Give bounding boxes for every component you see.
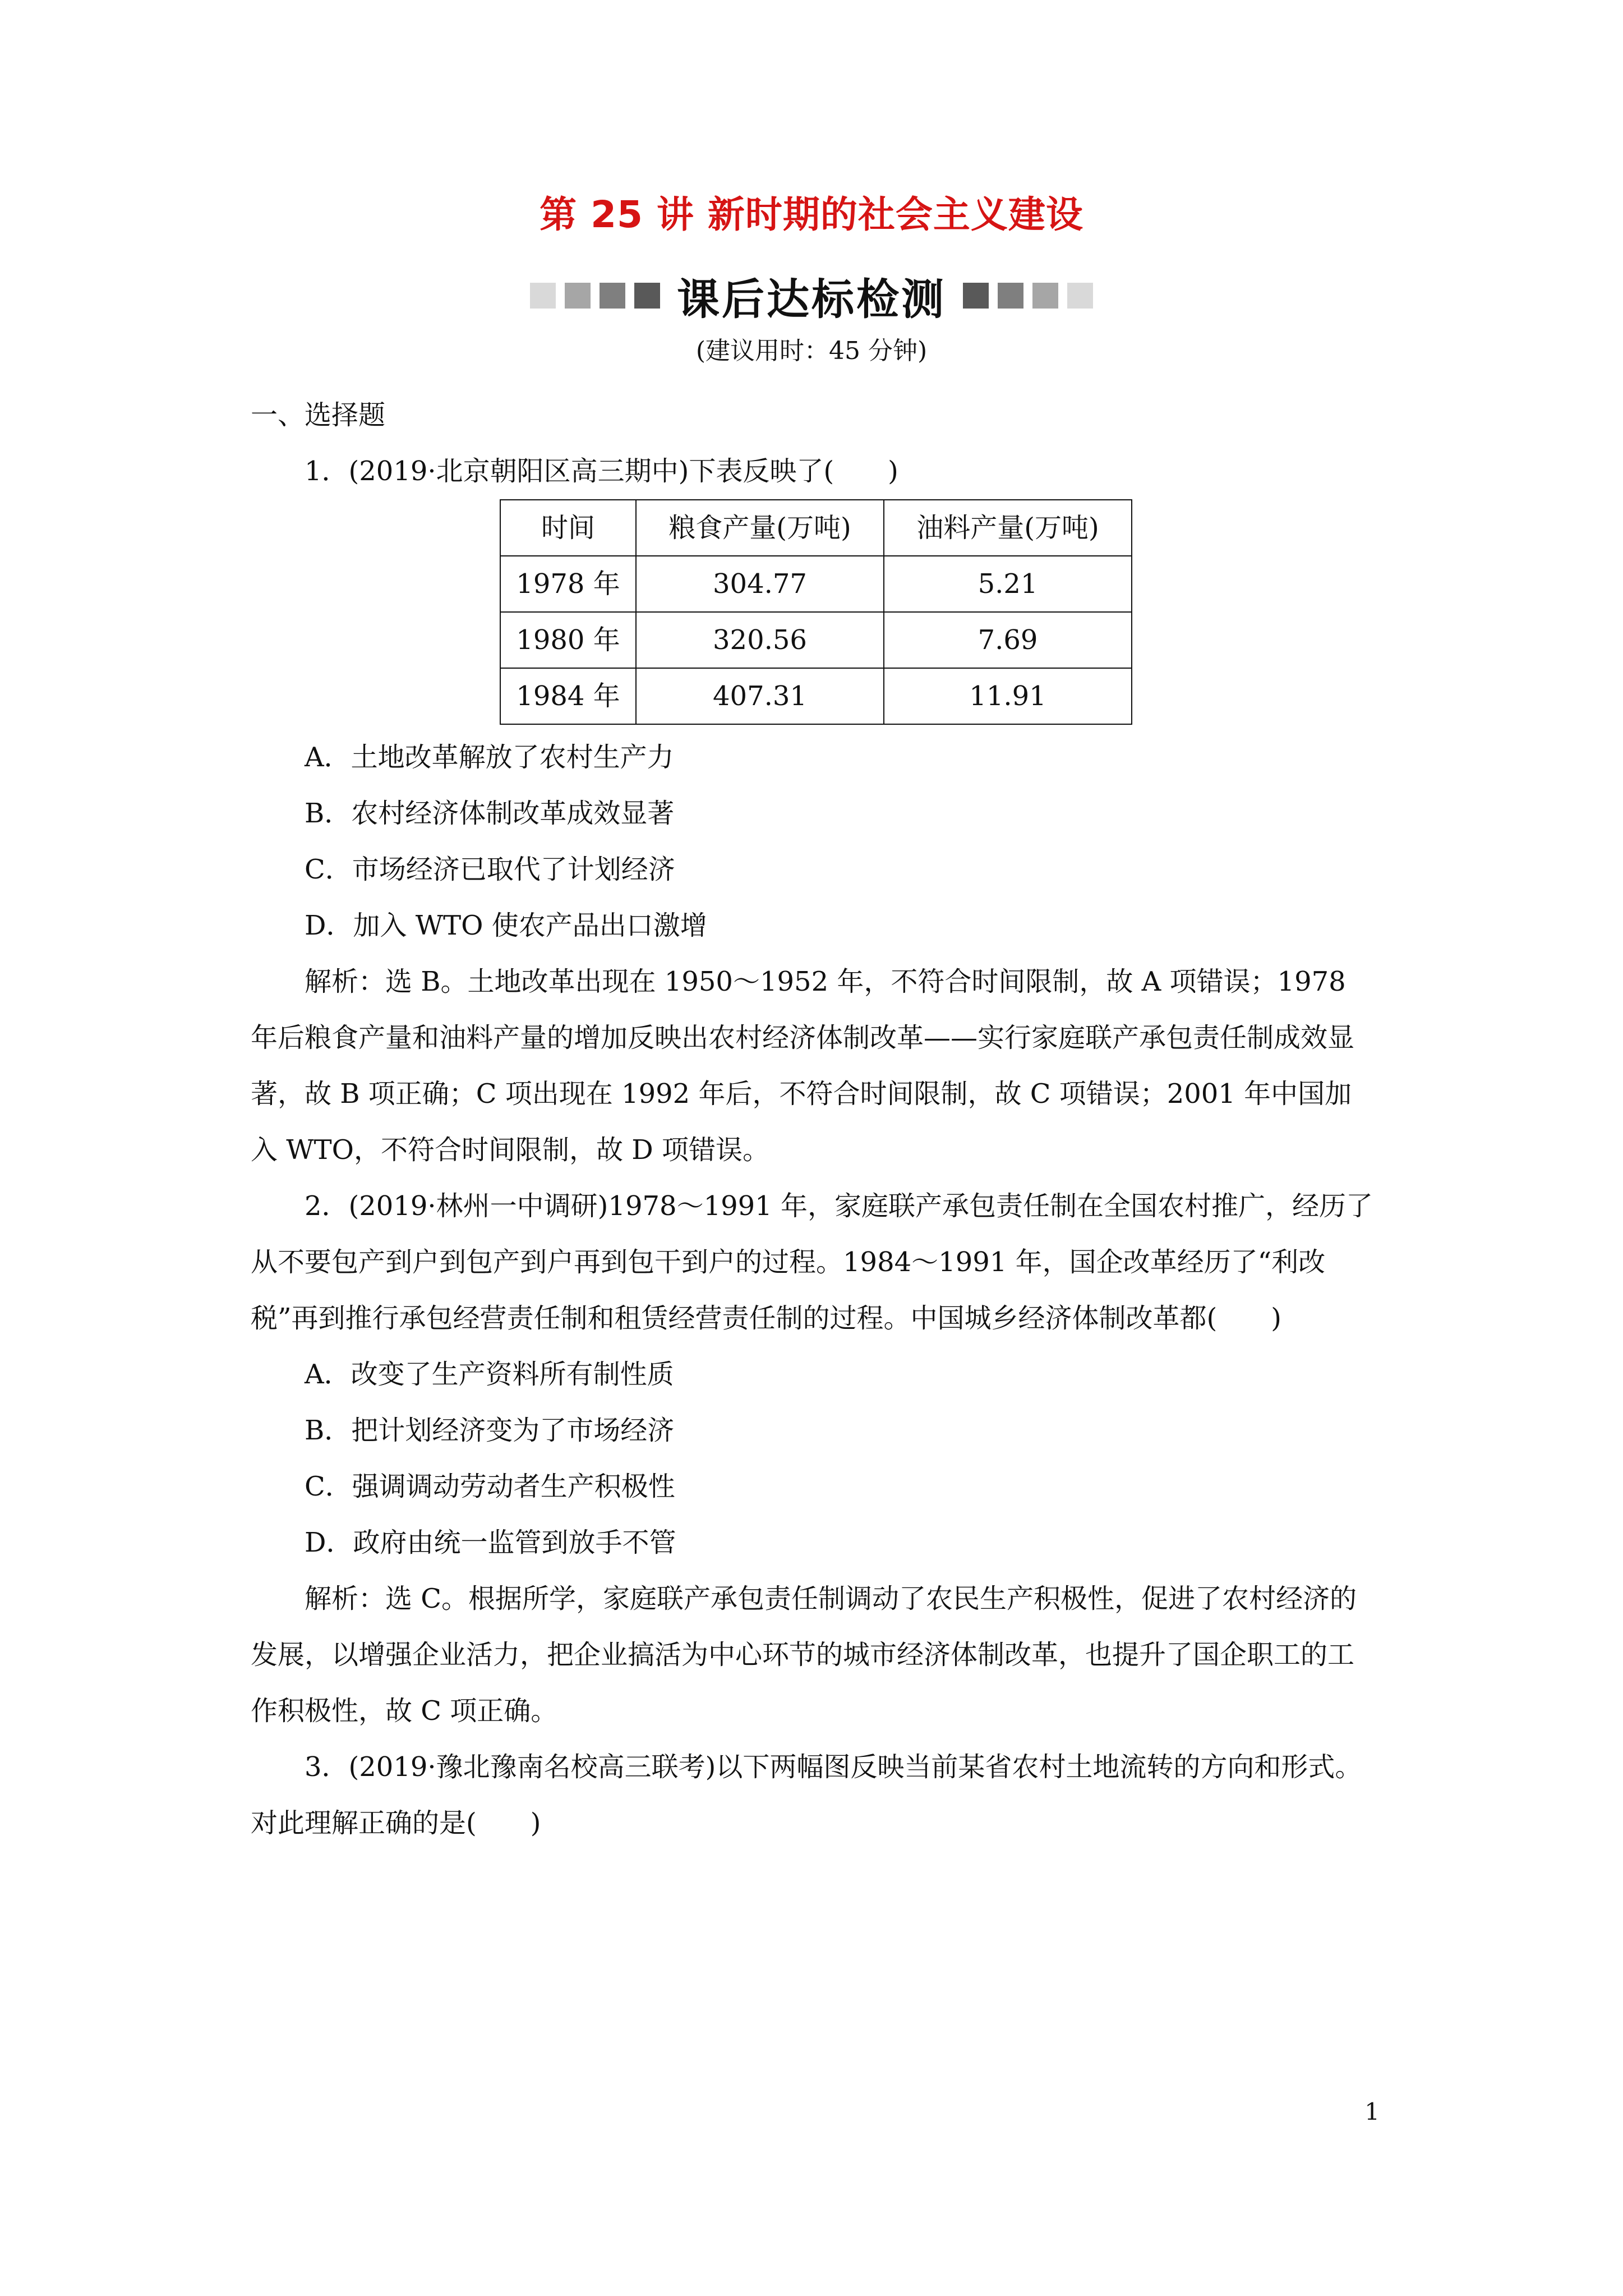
analysis-paragraph: 解析：选 B。土地改革出现在 1950～1952 年，不符合时间限制，故 A 项错误；1978 年后粮食产量和油料产量的增加反映出农村经济体制改革——实行家庭联产承包责任制成效显著，故 B 项正确；C 项出现在 1992 年后，不符合时间限制，故 C 项错误；2001 年中国加入 WTO，不符合时间限制，故 D 项错误。 xyxy=(251,966,1355,1166)
table-header-cell: 时间 xyxy=(500,500,636,556)
banner-square-icon xyxy=(963,283,989,309)
question-stem: 2．(2019·林州一中调研)1978～1991 年，家庭联产承包责任制在全国农村推广，经历了从不要包产到户到包产到户再到包干到户的过程。1984～1991 年，国企改革经历了“利改税”再到推行承包经营责任制和租赁经营责任制的过程。中国城乡经济体制改革都( ) xyxy=(251,1190,1373,1334)
option-d: D．加入 WTO 使农产品出口激增 xyxy=(305,910,707,941)
table-cell: 304.77 xyxy=(636,556,884,612)
banner-title: 课后达标检测 xyxy=(677,274,946,324)
table-cell: 1978 年 xyxy=(500,556,636,612)
banner-square-icon xyxy=(530,283,556,309)
table-cell: 5.21 xyxy=(884,556,1132,612)
banner xyxy=(0,270,1623,324)
banner-square-icon xyxy=(1067,283,1093,309)
option-b: B．把计划经济变为了市场经济 xyxy=(305,1415,675,1446)
banner-squares-left xyxy=(530,283,660,309)
option-b: B．农村经济体制改革成效显著 xyxy=(305,798,675,829)
banner-square-icon xyxy=(600,283,625,309)
page-number: 1 xyxy=(1364,2098,1380,2125)
lecture-title: 第 25 讲 新时期的社会主义建设 xyxy=(540,193,1083,236)
table-cell: 1980 年 xyxy=(500,612,636,668)
option-d: D．政府由统一监管到放手不管 xyxy=(305,1527,676,1558)
option-c: C．市场经济已取代了计划经济 xyxy=(305,854,675,885)
table-cell: 11.91 xyxy=(884,668,1132,724)
banner-square-icon xyxy=(998,283,1023,309)
analysis-paragraph: 解析：选 C。根据所学，家庭联产承包责任制调动了农民生产积极性，促进了农村经济的发展，以增强企业活力，把企业搞活为中心环节的城市经济体制改革，也提升了国企职工的工作积极性，故 C 项正确。 xyxy=(251,1583,1357,1727)
question-stem: 3．(2019·豫北豫南名校高三联考)以下两幅图反映当前某省农村土地流转的方向和形式。对此理解正确的是( ) xyxy=(251,1751,1362,1839)
table-header-row xyxy=(500,500,1132,556)
banner-square-icon xyxy=(634,283,660,309)
section-title: 一、选择题 xyxy=(251,399,386,431)
table-row xyxy=(500,668,1132,724)
option-c: C．强调调动劳动者生产积极性 xyxy=(305,1471,675,1502)
banner-square-icon xyxy=(1032,283,1058,309)
table-row xyxy=(500,612,1132,668)
table-header-cell: 粮食产量(万吨) xyxy=(636,500,884,556)
suggested-time-note: (建议用时：45 分钟) xyxy=(695,337,928,365)
table-cell: 320.56 xyxy=(636,612,884,668)
banner-square-icon xyxy=(565,283,591,309)
option-a: A．土地改革解放了农村生产力 xyxy=(305,742,674,773)
table-cell: 1984 年 xyxy=(500,668,636,724)
banner-squares-right xyxy=(963,283,1093,309)
table-cell: 7.69 xyxy=(884,612,1132,668)
content-body xyxy=(251,387,1378,1851)
table-cell: 407.31 xyxy=(636,668,884,724)
question-stem: 1．(2019·北京朝阳区高三期中)下表反映了( ) xyxy=(305,455,898,487)
option-a: A．改变了生产资料所有制性质 xyxy=(305,1359,674,1390)
data-table xyxy=(500,499,1132,725)
table-header-cell: 油料产量(万吨) xyxy=(884,500,1132,556)
table-row xyxy=(500,556,1132,612)
